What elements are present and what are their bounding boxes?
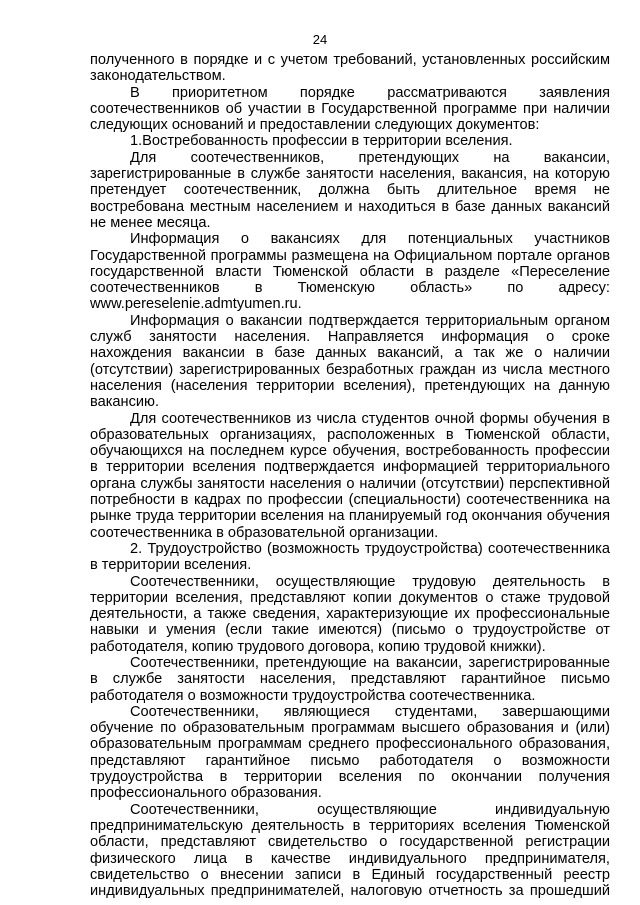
paragraph: 2. Трудоустройство (возможность трудоустройства) соотечественника в территории вселения. xyxy=(90,540,610,574)
paragraph: Соотечественники, являющиеся студентами, завершающими обучение по образовательным программам высшего образования и (или) образовательным программам среднего профессионального образования, представляют гарантийное письмо работодателя о возможности трудоустройства в территории вселения по окончании получения профессионального образования. xyxy=(90,703,610,802)
paragraph: Соотечественники, осуществляющие индивидуальную предпринимательскую деятельность в территориях вселения Тюменской области, представляют свидетельство о государственной регистрации физического лица в качестве индивидуального предпринимателя, свидетельство о внесении записи в Единый государственный реестр индивидуальных предпринимателей, налоговую отчетность за прошедший xyxy=(90,801,610,900)
document-body xyxy=(90,52,610,899)
paragraph: Информация о вакансии подтверждается территориальным органом служб занятости населения. Направляется информация о сроке нахождения вакансии в базе данных вакансий, а так же о наличии (отсутствии) зарегистрированных безработных граждан из числа местного населения (населения территории вселения), претендующих на данную вакансию. xyxy=(90,312,610,411)
paragraph: Информация о вакансиях для потенциальных участников Государственной программы размещена на Официальном портале органов государственной власти Тюменской области в разделе «Переселение соотечественников в Тюменскую область» по адресу: www.pereselenie.admtyumen.ru. xyxy=(90,231,610,313)
paragraph: полученного в порядке и с учетом требований, установленных российским законодательством. xyxy=(90,52,610,85)
paragraph: Для соотечественников, претендующих на вакансии, зарегистрированные в службе занятости населения, вакансия, на которую претендует соотечественник, должна быть длительное время не востребована местным населением и находиться в базе данных вакансий не менее месяца. xyxy=(90,149,610,231)
paragraph: Соотечественники, претендующие на вакансии, зарегистрированные в службе занятости населения, представляют гарантийное письмо работодателя о возможности трудоустройства соотечественника. xyxy=(90,654,610,704)
paragraph: 1.Востребованность профессии в территории вселения. xyxy=(130,133,513,150)
paragraph: Для соотечественников из числа студентов очной формы обучения в образовательных организациях, расположенных в Тюменской области, обучающихся на последнем курсе обучения, востребованность профессии в территории вселения подтверждается информацией территориального органа службы занятости населения о наличии (отсутствии) перспективной потребности в кадрах по профессии (специальности) соотечественника на рынке труда территории вселения на планируемый год окончания обучения соотечественника в образовательной организации. xyxy=(90,410,610,541)
page-number: 24 xyxy=(312,32,328,47)
paragraph: Соотечественники, осуществляющие трудовую деятельность в территории вселения, представляют копии документов о стаже трудовой деятельности, а также сведения, характеризующие их профессиональные навыки и умения (если такие имеются) (письмо о трудоустройстве от работодателя, копию трудового договора, копию трудовой книжки). xyxy=(90,573,610,655)
paragraph: В приоритетном порядке рассматриваются заявления соотечественников об участии в Государственной программе при наличии следующих оснований и предоставлении следующих документов: xyxy=(90,84,610,134)
